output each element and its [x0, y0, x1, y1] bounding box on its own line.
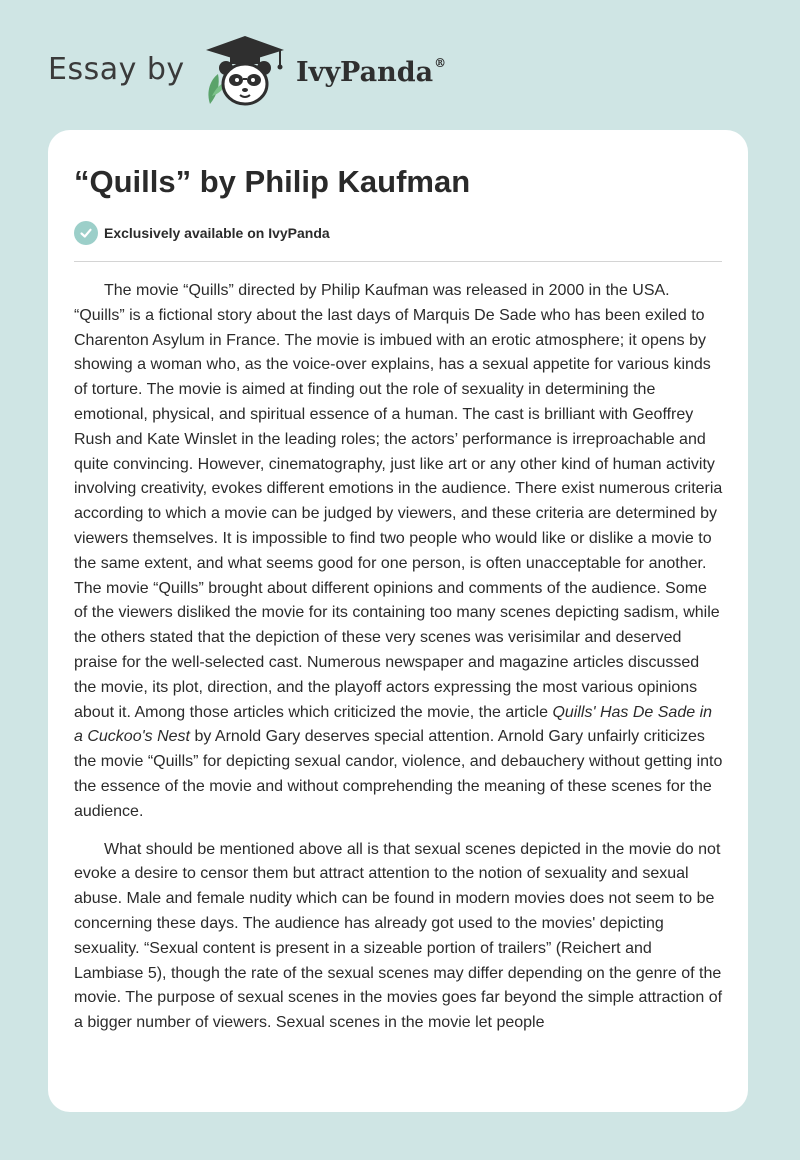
paragraph-1-text-a: The movie “Quills” directed by Philip Kaufman was released in 2000 in the USA. “Quills” is a fictional story about the last days of Marquis De Sade who has been exiled to Charenton Asylum in France. The movie is imbued with an erotic atmosphere; it opens by showing a woman who, as the voice-over explains, has a sexual appetite for various kinds of torture. The movie is aimed at finding out the role of sexuality in determining the emotional, physical, and spiritual essence of a human. The cast is brilliant with Geoffrey Rush and Kate Winslet in the leading roles; the actors’ performance is irreproachable and quite convincing. However, cinematography, just like art or any other kind of human activity involving creativity, evokes different emotions in the audience. There exist numerous criteria according to which a movie can be judged by viewers, and these criteria are determined by viewers themselves. It is impossible to find two people who would like or dislike a movie to the same extent, and what seems good for one person, is often unacceptable for another. The movie “Quills” brought about different opinions and comments of the audience. Some of the viewers disliked the movie for its containing too many scenes depicting sadism, while the others stated that the depiction of these very scenes was verisimilar and deserved praise for the well-selected cast. Numerous newspaper and magazine articles discussed the movie, its plot, direction, and the playoff actors expressing the most various opinions about it. Among those articles which criticized the movie, the article [74, 282, 723, 721]
registered-mark: ® [434, 56, 447, 70]
essay-by-label: Essay by [48, 52, 185, 87]
paragraph-1 [74, 279, 724, 825]
page-title: “Quills” by Philip Kaufman [74, 164, 471, 199]
exclusive-badge [74, 220, 330, 246]
paragraph-1-text-b: by Arnold Gary deserves special attention. Arnold Gary unfairly criticizes the movie “Quills” for depicting sexual candor, violence, and debauchery without getting into the essence of the movie and without comprehending the meaning of these scenes for the audience. [74, 728, 723, 820]
panda-logo-icon[interactable] [200, 34, 290, 110]
paragraph-2: What should be mentioned above all is that sexual scenes depicted in the movie do not evoke a desire to censor them but attract attention to the notion of sexuality and sexual abuse. Male and female nudity which can be found in modern movies does not seem to be concerning these days. The audience has already got used to the movies' depicting sexuality. “Sexual content is present in a sizeable portion of trailers” (Reichert and Lambiase 5), though the rate of the sexual scenes may differ depending on the genre of the movie. The purpose of sexual scenes in the movies goes far beyond the simple attraction of a bigger number of viewers. Sexual scenes in the movie let people [74, 840, 723, 1032]
site-header [0, 0, 800, 130]
article-body [74, 279, 724, 1049]
brand-text: IvyPanda [296, 57, 434, 88]
check-circle-icon [74, 221, 98, 245]
cited-article-title: Quills' Has De Sade in a Cuckoo's Nest [74, 703, 713, 746]
article-card [48, 130, 748, 1112]
brand-name[interactable] [296, 56, 446, 88]
divider [74, 261, 722, 262]
exclusive-badge-label: Exclusively available on IvyPanda [104, 225, 330, 241]
